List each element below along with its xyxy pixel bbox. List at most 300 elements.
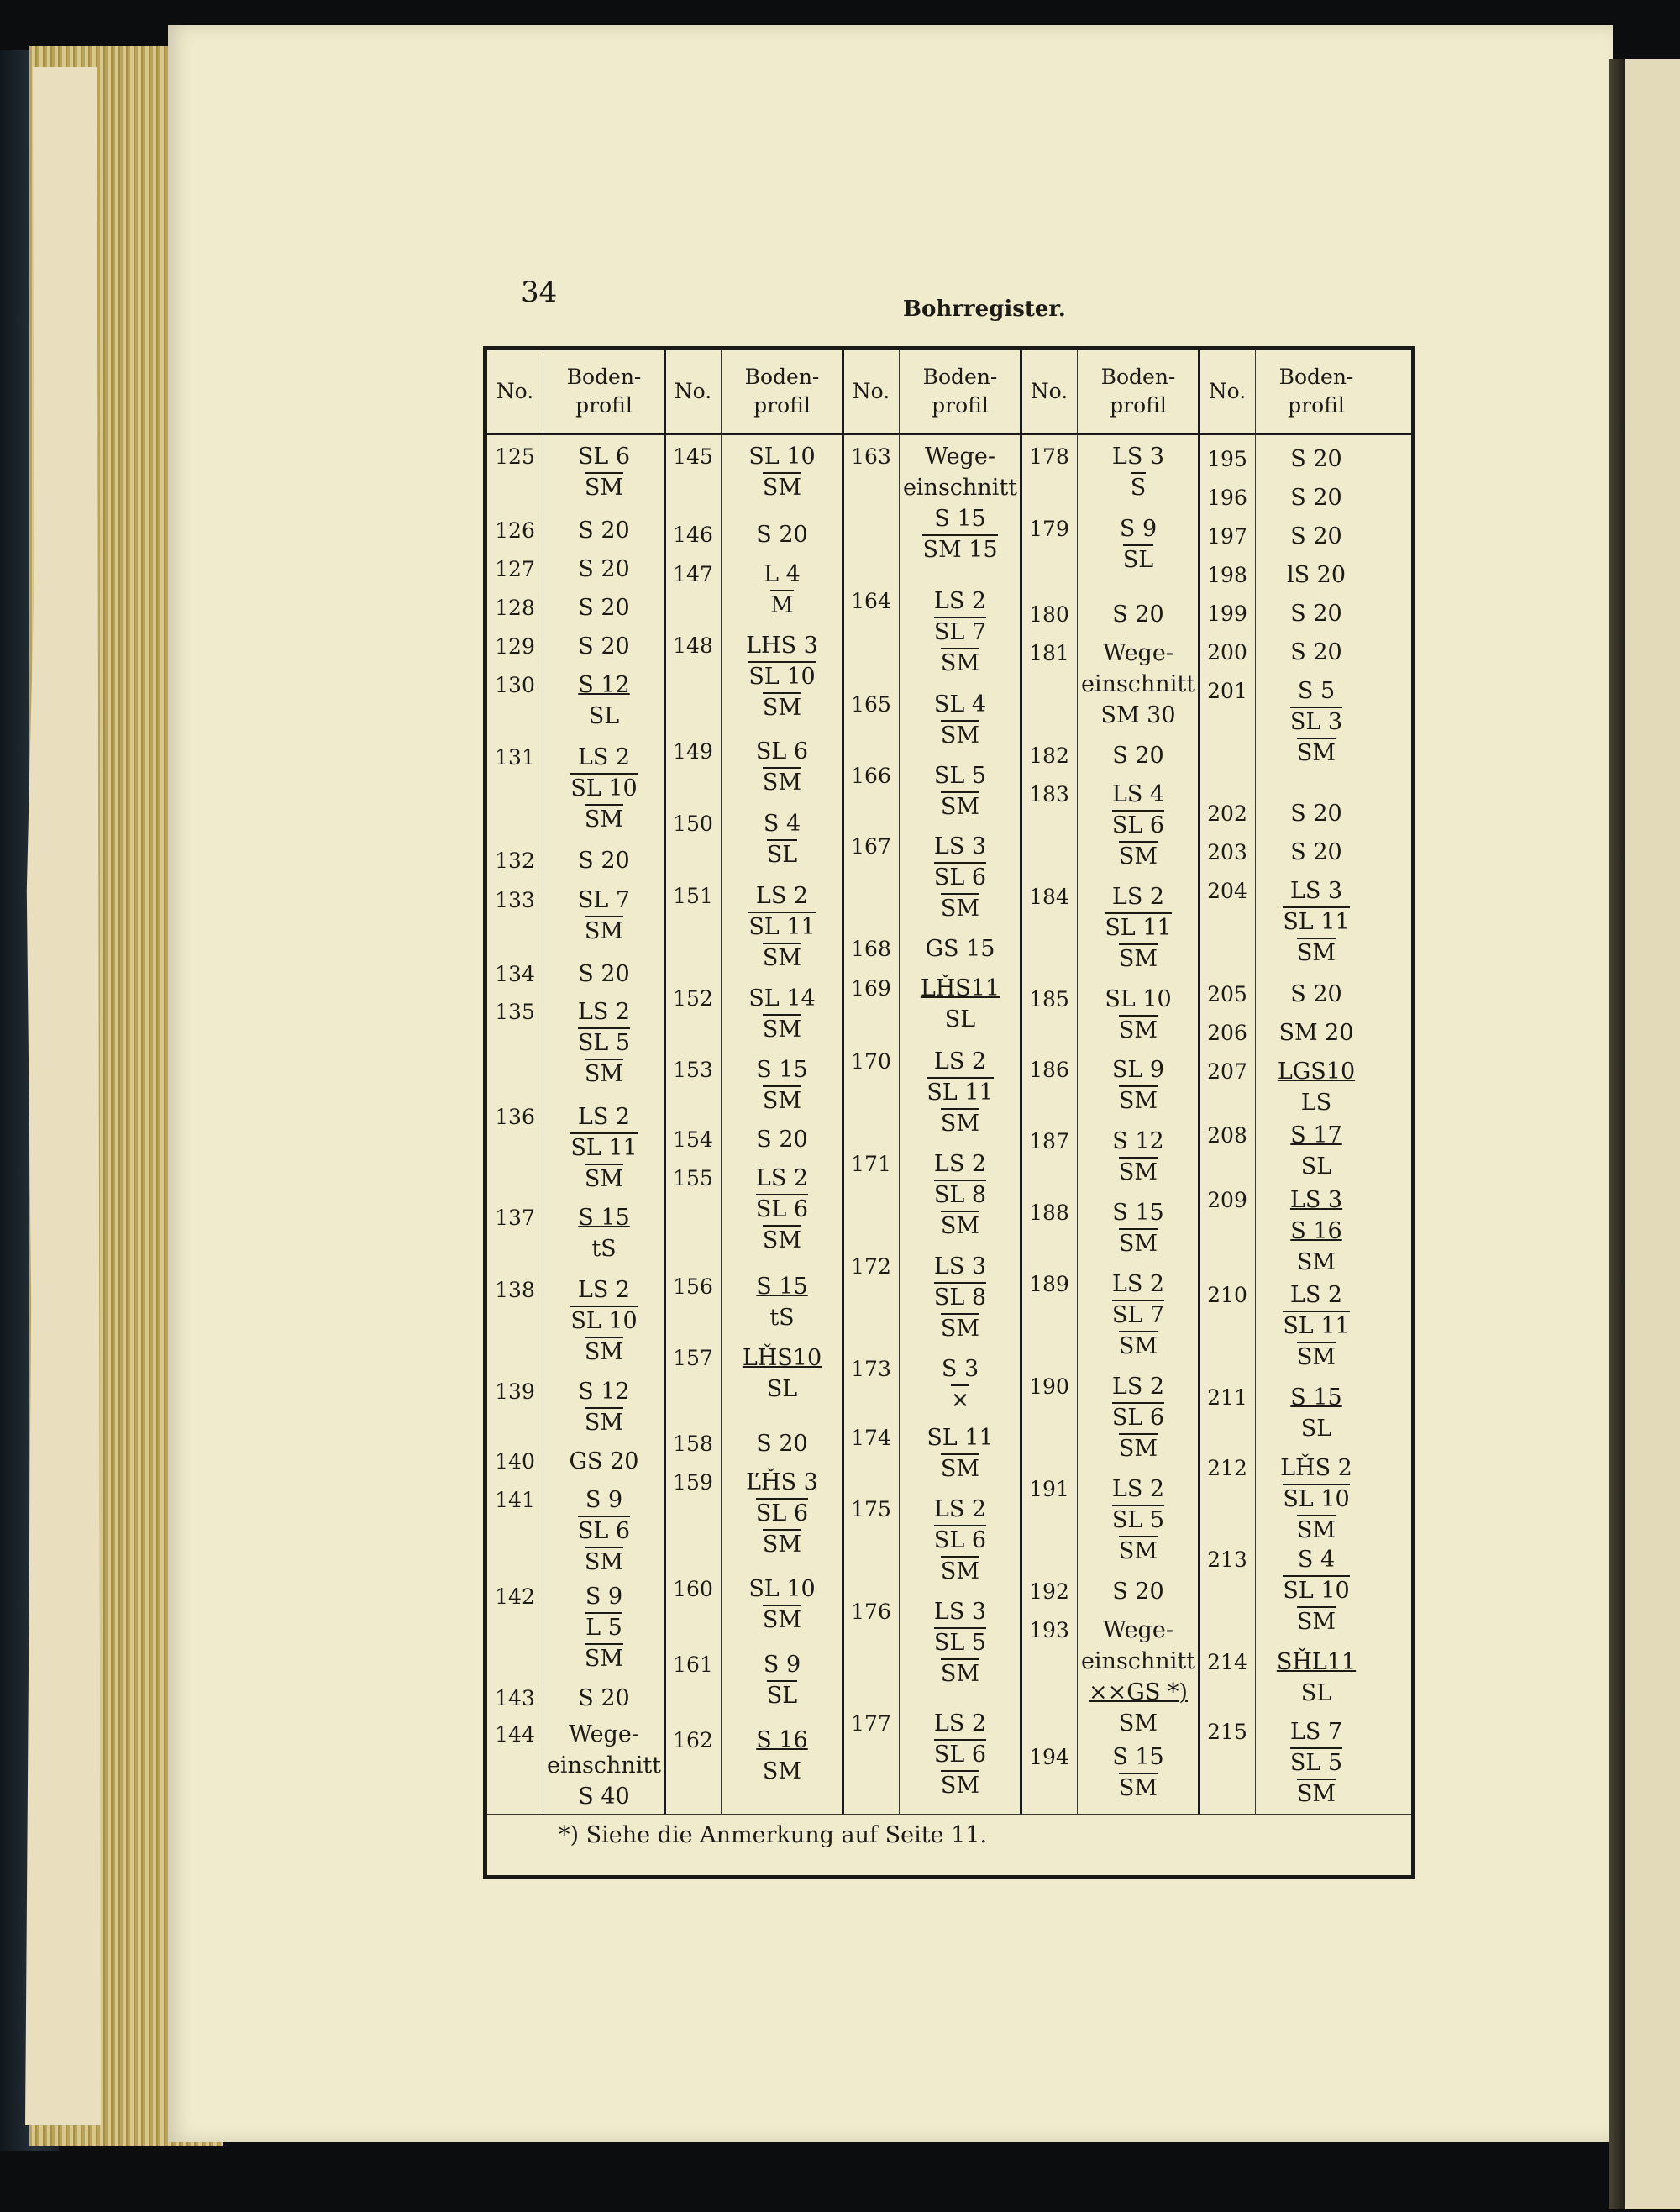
- profile-layer: [899, 1353, 1021, 1384]
- profile-layer-text: SM: [941, 1770, 979, 1800]
- profile-layer: [1077, 1228, 1200, 1259]
- soil-profile: [543, 1484, 665, 1578]
- soil-profile: [1077, 1615, 1200, 1739]
- profile-layer-text: SM: [763, 1014, 801, 1043]
- profile-layer: [543, 996, 665, 1027]
- profile-layer-text: tS: [591, 1236, 617, 1262]
- profile-layer-text: LS 2: [1111, 1374, 1165, 1400]
- profile-layer: [1255, 1484, 1378, 1515]
- profile-layer-text: SM: [1297, 1515, 1336, 1544]
- profile-layer-text: SM: [585, 1059, 623, 1088]
- profile-layer-text: SL 6: [756, 1194, 808, 1223]
- entry-number: 138: [495, 1278, 535, 1302]
- profile-layer: [721, 661, 843, 692]
- profile-layer: [1255, 1279, 1378, 1311]
- soil-profile: [1255, 837, 1378, 868]
- soil-profile: [899, 1353, 1021, 1416]
- entry-number: 167: [851, 834, 891, 859]
- entry-number: 150: [673, 812, 713, 836]
- profile-layer: [1255, 560, 1378, 591]
- profile-layer: [721, 943, 843, 974]
- profile-layer-text: S 20: [578, 556, 630, 582]
- profile-layer: [899, 1148, 1021, 1180]
- profile-layer-text: S 4: [763, 811, 801, 837]
- profile-layer: [543, 1202, 665, 1233]
- entry-number: 156: [673, 1274, 713, 1299]
- profile-layer-text: SM: [585, 1164, 623, 1193]
- profile-layer: [721, 1054, 843, 1085]
- soil-profile: [721, 1271, 843, 1333]
- profile-layer: [543, 804, 665, 835]
- profile-layer-text: SM: [941, 1556, 979, 1585]
- entry-number: 189: [1029, 1272, 1069, 1296]
- profile-layer: [721, 1374, 843, 1405]
- entry-number: 144: [495, 1722, 535, 1747]
- soil-profile: [543, 1274, 665, 1368]
- entry-number: 181: [1029, 641, 1069, 665]
- profile-layer-text: SM: [585, 1407, 623, 1437]
- profile-layer: [899, 1384, 1021, 1416]
- entry-number: 158: [673, 1432, 713, 1456]
- soil-profile: [543, 1376, 665, 1438]
- profile-layer: [721, 1124, 843, 1155]
- profile-layer-text: L 5: [585, 1612, 622, 1642]
- profile-layer: [543, 1376, 665, 1407]
- header-rule: [487, 433, 1411, 435]
- profile-layer: [1077, 1157, 1200, 1188]
- profile-layer-text: Wege-: [1103, 1617, 1173, 1643]
- profile-layer: [543, 1027, 665, 1059]
- soil-profile: [721, 1649, 843, 1711]
- profile-layer-text: S 20: [578, 595, 630, 621]
- profile-layer-text: SL 11: [748, 912, 815, 941]
- entry-number: 198: [1207, 563, 1247, 587]
- profile-layer-text: S 12: [578, 672, 630, 698]
- profile-layer: [899, 1658, 1021, 1689]
- profile-layer-text: LS 2: [755, 1165, 809, 1191]
- soil-profile: [1077, 1126, 1200, 1188]
- profile-layer: [1255, 738, 1378, 769]
- profile-layer-text: GS 20: [569, 1448, 639, 1474]
- profile-layer: [543, 1516, 665, 1547]
- profile-layer: [721, 1498, 843, 1529]
- profile-layer-text: SL 11: [927, 1425, 994, 1451]
- profile-layer-text: SM: [585, 804, 623, 833]
- profile-layer: [1077, 669, 1200, 700]
- profile-layer: [899, 1708, 1021, 1739]
- profile-layer: [721, 1342, 843, 1374]
- profile-layer-text: SL 4: [933, 691, 987, 717]
- profile-layer-text: SL 3: [1290, 707, 1342, 736]
- profile-layer-text: SL 10: [1283, 1575, 1349, 1605]
- profile-layer: [1255, 979, 1378, 1010]
- profile-layer: [721, 1225, 843, 1256]
- profile-layer-text: ××GS *): [1089, 1679, 1188, 1705]
- profile-layer-text: LS 3: [933, 1253, 987, 1279]
- profile-layer: [899, 720, 1021, 751]
- header-no: No.: [1208, 379, 1247, 403]
- profile-layer-text: LS 2: [933, 1048, 987, 1074]
- profile-layer-text: SM: [941, 720, 979, 749]
- profile-layer-text: SM: [941, 791, 979, 821]
- profile-layer-text: SM: [1119, 1433, 1158, 1463]
- entry-number: 197: [1207, 524, 1247, 549]
- profile-layer: [1255, 1247, 1378, 1278]
- profile-layer: [1255, 1747, 1378, 1779]
- profile-layer: [721, 630, 843, 661]
- entry-number: 170: [851, 1049, 891, 1074]
- profile-layer: [721, 983, 843, 1014]
- profile-layer-text: SM: [585, 1643, 623, 1673]
- profile-layer-text: S 12: [578, 1379, 630, 1405]
- profile-layer-text: SM: [1119, 1085, 1158, 1115]
- soil-profile: [543, 670, 665, 732]
- soil-profile: [1255, 444, 1378, 475]
- profile-layer-text: S 17: [1290, 1122, 1342, 1148]
- profile-layer-text: S 20: [1290, 839, 1342, 865]
- profile-layer: [721, 1605, 843, 1636]
- profile-layer: [1255, 837, 1378, 868]
- profile-layer-text: SL 5: [934, 1627, 986, 1657]
- profile-layer: [1255, 1056, 1378, 1087]
- profile-layer: [1077, 513, 1200, 544]
- profile-layer-text: S 40: [578, 1784, 630, 1810]
- profile-layer: [721, 559, 843, 590]
- profile-layer-text: LS 3: [1289, 1187, 1343, 1213]
- header-no: No.: [496, 379, 534, 403]
- soil-profile: [1077, 1576, 1200, 1607]
- profile-layer-text: LS 3: [933, 833, 987, 859]
- soil-profile: [543, 1683, 665, 1714]
- entry-number: 160: [673, 1577, 713, 1601]
- profile-layer-text: LHS 3: [746, 633, 818, 659]
- profile-layer-text: SM: [1297, 938, 1336, 967]
- profile-layer: [899, 1556, 1021, 1587]
- profile-layer: [899, 1046, 1021, 1077]
- profile-layer: [721, 590, 843, 621]
- profile-layer-text: S 20: [1290, 446, 1342, 472]
- entry-number: 209: [1207, 1188, 1247, 1212]
- profile-layer: [1077, 1474, 1200, 1505]
- profile-layer: [721, 1529, 843, 1560]
- profile-layer-text: S 9: [585, 1487, 623, 1513]
- header-bodenprofil: Boden- profil: [1278, 365, 1354, 418]
- running-head: Bohrregister.: [903, 297, 1066, 322]
- entry-number: 148: [673, 633, 713, 658]
- profile-layer-text: SM: [585, 472, 623, 502]
- profile-layer: [543, 554, 665, 585]
- profile-layer-text: SL 11: [927, 1077, 993, 1106]
- entry-number: 176: [851, 1600, 891, 1624]
- profile-layer-text: SM: [1296, 1249, 1336, 1275]
- profile-layer-text: S 20: [756, 1127, 808, 1153]
- entry-number: 214: [1207, 1650, 1247, 1674]
- profile-layer: [543, 1612, 665, 1643]
- profile-layer-text: LS 3: [933, 1599, 987, 1625]
- profile-layer: [1255, 1544, 1378, 1575]
- profile-layer-text: SM: [762, 1758, 802, 1784]
- profile-layer: [721, 808, 843, 839]
- entry-number: 180: [1029, 602, 1069, 627]
- profile-layer-text: SL: [588, 703, 620, 729]
- entry-number: 169: [851, 976, 891, 1001]
- profile-layer: [899, 689, 1021, 720]
- entry-number: 146: [673, 523, 713, 547]
- profile-layer: [899, 1422, 1021, 1453]
- profile-layer: [1077, 740, 1200, 771]
- soil-profile: [1255, 560, 1378, 591]
- profile-layer: [899, 586, 1021, 617]
- profile-layer-text: SL: [1300, 1153, 1332, 1180]
- profile-layer: [1077, 441, 1200, 472]
- profile-layer-text: S 15: [756, 1057, 808, 1083]
- profile-layer: [1255, 1216, 1378, 1247]
- profile-layer: [1077, 1773, 1200, 1804]
- soil-profile: [899, 933, 1021, 964]
- profile-layer: [721, 1014, 843, 1045]
- entry-number: 178: [1029, 444, 1069, 469]
- profile-layer: [721, 472, 843, 503]
- profile-layer-text: SL 14: [748, 985, 816, 1011]
- profile-layer: [1255, 1515, 1378, 1546]
- entry-number: 165: [851, 692, 891, 717]
- profile-layer-text: Wege-: [1103, 640, 1173, 666]
- soil-profile: [1255, 1017, 1378, 1048]
- profile-layer: [1077, 472, 1200, 503]
- profile-layer: [899, 893, 1021, 924]
- soil-profile: [1255, 1056, 1378, 1118]
- entry-number: 199: [1207, 602, 1247, 626]
- profile-layer-text: SL 10: [1105, 986, 1172, 1012]
- profile-layer-text: SL 6: [1112, 810, 1164, 839]
- profile-layer: [543, 916, 665, 947]
- profile-layer: [1077, 599, 1200, 630]
- entry-number: 157: [673, 1346, 713, 1370]
- column-group-rule: [842, 350, 844, 1814]
- profile-layer-text: S 20: [578, 1685, 630, 1711]
- entry-number: 213: [1207, 1547, 1247, 1572]
- entry-number: 145: [673, 444, 713, 469]
- profile-layer: [721, 1574, 843, 1605]
- profile-layer: [899, 1077, 1021, 1108]
- soil-profile: [899, 831, 1021, 924]
- profile-layer: [1077, 1615, 1200, 1646]
- profile-layer: [1255, 1453, 1378, 1484]
- entry-number: 153: [673, 1058, 713, 1082]
- profile-layer: [721, 1271, 843, 1302]
- profile-layer-text: S 15: [1290, 1384, 1342, 1411]
- profile-layer-text: SL 5: [1290, 1747, 1342, 1777]
- profile-layer-text: SȞL11: [1276, 1649, 1357, 1675]
- profile-layer: [721, 839, 843, 870]
- profile-layer-text: SM: [941, 1108, 979, 1138]
- profile-layer-text: SM: [1119, 1228, 1158, 1258]
- profile-layer-text: Wege-: [569, 1721, 639, 1747]
- entry-number: 147: [673, 562, 713, 586]
- profile-layer-text: SL 10: [570, 1306, 637, 1335]
- profile-layer-text: LS 2: [577, 999, 631, 1025]
- profile-layer: [1077, 1677, 1200, 1708]
- profile-layer: [1255, 875, 1378, 906]
- profile-layer-text: LS 2: [933, 1151, 987, 1177]
- profile-layer: [899, 1108, 1021, 1139]
- profile-layer: [543, 1484, 665, 1516]
- soil-profile: [1255, 1453, 1378, 1546]
- profile-layer-text: S 20: [1290, 523, 1342, 549]
- soil-profile: [1077, 1371, 1200, 1464]
- profile-layer: [1255, 1678, 1378, 1709]
- soil-profile: [1255, 1382, 1378, 1444]
- profile-layer-text: SL 11: [1283, 906, 1349, 936]
- profile-layer: [721, 1163, 843, 1194]
- profile-layer-text: SL 7: [934, 617, 986, 646]
- profile-layer: [899, 862, 1021, 893]
- profile-layer: [1077, 544, 1200, 575]
- soil-profile: [899, 973, 1021, 1035]
- entry-number: 187: [1029, 1129, 1069, 1153]
- entry-number: 188: [1029, 1201, 1069, 1225]
- soil-profile: [721, 1124, 843, 1155]
- profile-layer-text: Wege-: [925, 444, 995, 470]
- profile-layer: [899, 933, 1021, 964]
- header-bodenprofil: Boden- profil: [922, 365, 998, 418]
- profile-layer: [1255, 482, 1378, 513]
- profile-layer-text: SL 11: [570, 1132, 637, 1162]
- soil-profile: [1255, 798, 1378, 829]
- profile-layer-text: LS 2: [577, 1277, 631, 1303]
- soil-profile: [1077, 1742, 1200, 1804]
- profile-layer-text: SM: [1118, 1710, 1158, 1736]
- profile-layer: [1077, 1331, 1200, 1362]
- profile-layer-text: SM 20: [1278, 1020, 1354, 1046]
- profile-layer-text: SL 6: [755, 738, 809, 764]
- soil-profile: [721, 1163, 843, 1256]
- profile-layer-text: LȞS 2: [1280, 1455, 1352, 1481]
- entry-number: 202: [1207, 801, 1247, 826]
- profile-layer-text: SL 9: [1111, 1057, 1165, 1083]
- profile-layer-text: SL: [766, 1376, 798, 1402]
- table-bottom-rule: [487, 1814, 1411, 1815]
- profile-layer: [543, 1446, 665, 1477]
- profile-layer-text: SL 5: [933, 763, 987, 789]
- profile-layer-text: SL 10: [1283, 1484, 1349, 1513]
- soil-profile: [543, 1101, 665, 1195]
- profile-layer: [543, 742, 665, 773]
- soil-profile: [1255, 637, 1378, 668]
- profile-layer-text: SL 6: [578, 1516, 630, 1545]
- profile-layer-text: SL 8: [934, 1282, 986, 1311]
- profile-layer: [543, 885, 665, 916]
- profile-layer-text: SL: [1123, 544, 1153, 574]
- entry-number: 196: [1207, 486, 1247, 510]
- soil-profile: [899, 1596, 1021, 1689]
- profile-layer-text: LS 2: [933, 1496, 987, 1522]
- profile-layer: [721, 1680, 843, 1711]
- entry-number: 208: [1207, 1123, 1247, 1148]
- profile-layer-text: SL 10: [748, 1576, 816, 1602]
- soil-profile: [1255, 1279, 1378, 1373]
- soil-profile: [721, 983, 843, 1045]
- soil-profile: [543, 441, 665, 503]
- profile-layer-text: SL 5: [578, 1027, 630, 1057]
- soil-profile: [543, 845, 665, 876]
- profile-layer-text: S 9: [763, 1652, 801, 1678]
- profile-layer-text: S 20: [1290, 801, 1342, 827]
- profile-layer-text: GS 15: [925, 936, 995, 962]
- entry-number: 131: [495, 745, 535, 770]
- soil-profile: [1255, 521, 1378, 552]
- profile-layer: [721, 880, 843, 912]
- profile-layer: [543, 441, 665, 472]
- profile-layer-text: SL 5: [1112, 1505, 1164, 1534]
- profile-layer: [721, 912, 843, 943]
- soil-profile: [543, 959, 665, 990]
- profile-layer: [721, 441, 843, 472]
- soil-profile: [899, 1148, 1021, 1242]
- profile-layer-text: LGS10: [1277, 1059, 1356, 1085]
- profile-layer-text: S 20: [578, 961, 630, 987]
- profile-layer-text: SM: [763, 1085, 801, 1115]
- entry-number: 173: [851, 1357, 891, 1381]
- profile-layer: [1077, 1576, 1200, 1607]
- soil-profile: [1255, 1544, 1378, 1637]
- soil-profile: [899, 441, 1021, 565]
- profile-layer: [543, 1581, 665, 1612]
- profile-layer-text: S 20: [578, 518, 630, 544]
- soil-profile: [1255, 675, 1378, 769]
- profile-layer-text: einschnitt: [546, 1752, 662, 1779]
- profile-layer-text: SM: [1119, 1331, 1158, 1360]
- profile-layer-text: SM: [763, 943, 801, 972]
- entry-number: 191: [1029, 1477, 1069, 1501]
- profile-layer-text: S 16: [1290, 1218, 1342, 1244]
- profile-layer: [1077, 984, 1200, 1015]
- profile-layer: [899, 1282, 1021, 1313]
- profile-layer: [1077, 1708, 1200, 1739]
- profile-layer: [1255, 707, 1378, 738]
- profile-layer-text: SM: [1119, 1015, 1158, 1044]
- profile-layer-text: SM: [941, 1313, 979, 1342]
- profile-layer-text: S 12: [1112, 1128, 1164, 1154]
- profile-layer: [543, 1337, 665, 1368]
- entry-number: 210: [1207, 1283, 1247, 1307]
- page-number: 34: [521, 276, 558, 309]
- header-bodenprofil: Boden- profil: [566, 365, 642, 418]
- entry-number: 172: [851, 1254, 891, 1279]
- profile-layer-text: SL 7: [577, 887, 631, 913]
- soil-profile: [899, 1494, 1021, 1587]
- profile-layer-text: einschnitt: [902, 475, 1018, 501]
- entry-number: 134: [495, 962, 535, 986]
- profile-layer-text: S 15: [578, 1205, 630, 1231]
- profile-layer-text: SL 10: [570, 773, 637, 802]
- profile-layer-text: einschnitt: [1080, 671, 1196, 697]
- profile-layer: [543, 1781, 665, 1812]
- profile-layer-text: SL 7: [1112, 1300, 1164, 1329]
- profile-layer: [1255, 1779, 1378, 1810]
- entry-number: 149: [673, 739, 713, 764]
- profile-layer: [543, 1132, 665, 1164]
- profile-layer: [1077, 841, 1200, 872]
- profile-layer: [1077, 1646, 1200, 1677]
- profile-layer: [899, 441, 1021, 472]
- profile-layer: [721, 1428, 843, 1459]
- profile-layer: [1077, 1371, 1200, 1402]
- soil-profile: [543, 885, 665, 947]
- profile-layer: [899, 1494, 1021, 1525]
- soil-profile: [543, 515, 665, 546]
- profile-layer-text: LS: [1300, 1090, 1332, 1116]
